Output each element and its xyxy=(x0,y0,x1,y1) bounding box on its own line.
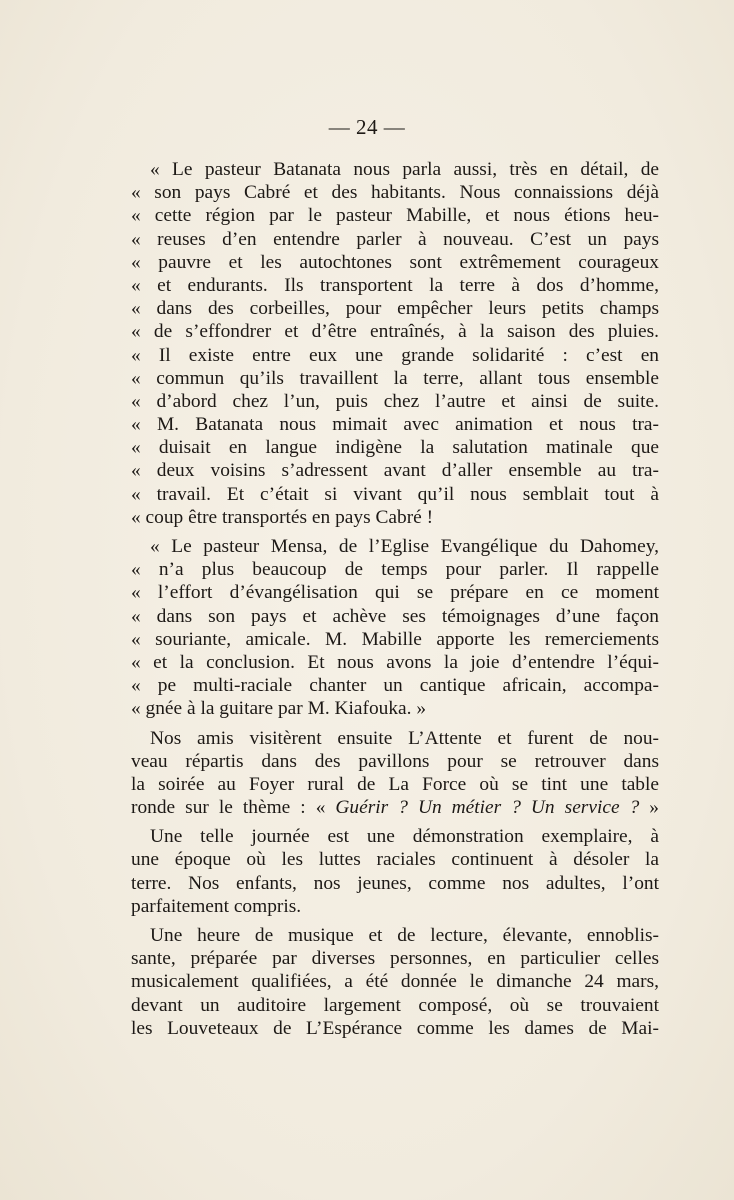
text-line: devant un auditoire largement composé, où se trouvaient xyxy=(131,994,659,1016)
text-line: « cette région par le pasteur Mabille, et nous étions heu- xyxy=(131,205,659,227)
text-line: les Louveteaux de L’Espérance comme les dames de Mai- xyxy=(131,1017,659,1039)
text-line: « son pays Cabré et des habitants. Nous connaissions déjà xyxy=(131,182,659,204)
page-number: — 24 — xyxy=(328,115,406,139)
text-line xyxy=(131,796,659,819)
text-line: la soirée au Foyer rural de La Force où se tint une table xyxy=(131,773,659,795)
body-text xyxy=(131,158,659,1040)
text-span: » xyxy=(639,797,659,819)
text-line: une époque où les luttes raciales continuent à désoler la xyxy=(131,849,659,871)
text-line: « et endurants. Ils transportent la terre à dos d’homme, xyxy=(131,274,659,296)
paragraph-3 xyxy=(131,727,659,820)
text-line: « pauvre et les autochtones sont extrêmement courageux xyxy=(131,251,659,273)
text-line: « pe multi-raciale chanter un cantique africain, accompa- xyxy=(131,675,659,697)
text-line: « commun qu’ils travaillent la terre, allant tous ensemble xyxy=(131,367,659,389)
paragraph-4 xyxy=(131,825,659,918)
text-line: « Le pasteur Batanata nous parla aussi, très en détail, de xyxy=(150,159,659,180)
text-line: Nos amis visitèrent ensuite L’Attente et furent de nou- xyxy=(150,727,659,749)
text-line: « gnée à la guitare par M. Kiafouka. » xyxy=(131,698,427,720)
paragraph-1 xyxy=(131,158,659,529)
text-line: musicalement qualifiées, a été donnée le dimanche 24 mars, xyxy=(131,971,659,993)
text-line: « de s’effondrer et d’être entraînés, à la saison des pluies. xyxy=(131,321,659,343)
text-line: « souriante, amicale. M. Mabille apporte les remerciements xyxy=(131,628,659,650)
text-line: terre. Nos enfants, nos jeunes, comme nos adultes, l’ont xyxy=(131,872,659,894)
text-span: ronde sur le thème : « xyxy=(131,797,336,819)
text-line: veau répartis dans des pavillons pour se retrouver dans xyxy=(131,750,659,772)
text-line: « deux voisins s’adressent avant d’aller ensemble au tra- xyxy=(131,460,659,482)
paragraph-5 xyxy=(131,924,659,1040)
text-line: « n’a plus beaucoup de temps pour parler. Il rappelle xyxy=(131,559,659,581)
text-line: « dans des corbeilles, pour empêcher leurs petits champs xyxy=(131,298,659,320)
text-line: « et la conclusion. Et nous avons la joie d’entendre l’équi- xyxy=(131,651,659,673)
text-line: « M. Batanata nous mimait avec animation et nous tra- xyxy=(131,414,659,436)
text-line: « duisait en langue indigène la salutation matinale que xyxy=(131,437,659,459)
text-line: sante, préparée par diverses personnes, en particulier celles xyxy=(131,948,659,970)
text-line: « l’effort d’évangélisation qui se prépare en ce moment xyxy=(131,582,659,604)
text-line: « Il existe entre eux une grande solidarité : c’est en xyxy=(131,344,659,366)
text-line: parfaitement compris. xyxy=(131,895,302,917)
text-line: Une heure de musique et de lecture, élevante, ennoblis- xyxy=(150,925,659,946)
text-line: « Le pasteur Mensa, de l’Eglise Evangélique du Dahomey, xyxy=(150,536,659,557)
italic-title: Guérir ? Un métier ? Un service ? xyxy=(335,797,640,819)
paragraph-2 xyxy=(131,535,659,721)
text-line: « coup être transportés en pays Cabré ! xyxy=(131,506,434,528)
text-line: « reuses d’en entendre parler à nouveau. C’est un pays xyxy=(131,228,659,250)
text-line: Une telle journée est une démonstration exemplaire, à xyxy=(150,826,659,848)
text-line: « travail. Et c’était si vivant qu’il nous semblait tout à xyxy=(131,483,659,505)
text-line: « d’abord chez l’un, puis chez l’autre et ainsi de suite. xyxy=(131,390,659,412)
text-line: « dans son pays et achève ses témoignages d’une façon xyxy=(131,605,659,627)
